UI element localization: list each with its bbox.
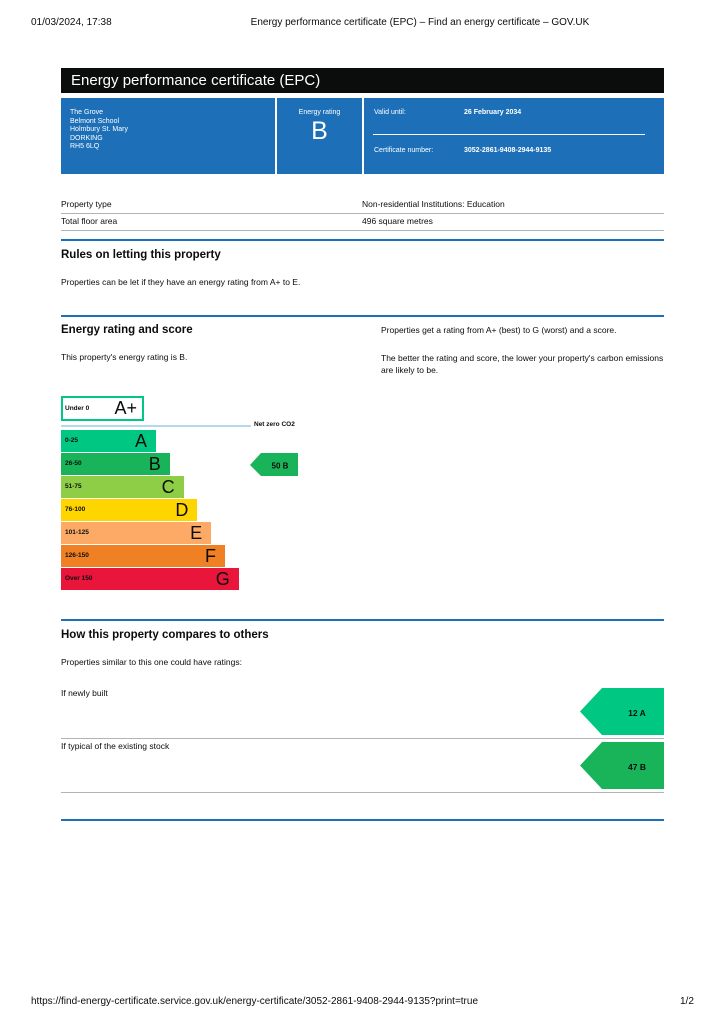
score-explanation-2: The better the rating and score, the lower your property's carbon emissions are likely to be.	[381, 353, 664, 375]
band-f	[61, 545, 225, 567]
address-line: RH5 6LQ	[70, 143, 100, 150]
floor-area-row	[61, 213, 664, 231]
band-letter: G	[215, 569, 230, 589]
compare-value: 12 A	[628, 708, 646, 718]
section-divider	[61, 619, 664, 621]
letting-text: Properties can be let if they have an energy rating from A+ to E.	[61, 277, 301, 287]
property-type-value: Non-residential Institutions: Education	[362, 199, 505, 209]
certificate-info-box	[364, 98, 664, 174]
band-range: 101-125	[65, 529, 89, 536]
section-divider	[61, 239, 664, 241]
certificate-number-value: 3052-2861-9408-2944-9135	[464, 147, 552, 154]
section-divider	[61, 819, 664, 821]
compare-divider	[61, 792, 664, 793]
band-range: Over 150	[65, 575, 93, 582]
compare-arrow	[580, 742, 664, 789]
divider	[373, 134, 645, 135]
address-box	[61, 98, 275, 174]
address-line: The Grove	[70, 109, 104, 116]
compare-rating-new	[580, 688, 664, 735]
valid-until-label: Valid until:	[374, 109, 406, 116]
net-zero-label: Net zero CO2	[254, 421, 295, 428]
band-letter: A+	[114, 398, 137, 418]
band-range: 51-75	[65, 483, 82, 490]
score-text: This property's energy rating is B.	[61, 352, 188, 362]
band-range: 26-50	[65, 460, 82, 467]
floor-area-label: Total floor area	[61, 216, 118, 226]
print-page-count: 1/2	[680, 996, 694, 1007]
compare-arrow	[580, 688, 664, 735]
page-title: Energy performance certificate (EPC)	[61, 68, 664, 93]
valid-until-value: 26 February 2034	[464, 109, 522, 116]
band-range: 76-100	[65, 506, 86, 513]
address-line: DORKING	[70, 134, 103, 142]
band-range: 0-25	[65, 437, 79, 444]
band-letter: A	[134, 431, 147, 451]
band-b	[61, 453, 170, 475]
band-letter: F	[205, 546, 216, 566]
compare-heading: How this property compares to others	[61, 629, 269, 641]
certificate-number-label: Certificate number:	[374, 147, 434, 154]
band-g	[61, 568, 239, 590]
band-a	[61, 430, 156, 452]
energy-rating-letter: B	[311, 117, 328, 145]
current-rating-text: 50 B	[271, 461, 289, 471]
band-range: 126-150	[65, 552, 89, 559]
property-type-label: Property type	[61, 199, 112, 209]
current-rating-marker	[250, 453, 300, 477]
band-e	[61, 522, 211, 544]
floor-area-value: 496 square metres	[362, 216, 433, 226]
energy-rating-box	[277, 98, 362, 174]
print-page-title: Energy performance certificate (EPC) – Find an energy certificate – GOV.UK	[250, 17, 590, 28]
address-line: Belmont School	[70, 117, 120, 125]
band-letter: E	[190, 523, 203, 543]
band-a-plus	[61, 396, 144, 421]
energy-rating-label: Energy rating	[298, 109, 341, 116]
letting-heading: Rules on letting this property	[61, 249, 221, 261]
band-d	[61, 499, 197, 521]
compare-label-typical: If typical of the existing stock	[61, 741, 170, 751]
print-url[interactable]: https://find-energy-certificate.service.gov.uk/energy-certificate/3052-2861-9408-2944-9135?print=true	[31, 996, 479, 1007]
address-line: Holmbury St. Mary	[70, 126, 128, 133]
compare-label-new: If newly built	[61, 688, 108, 698]
band-c	[61, 476, 184, 498]
score-explanation-1: Properties get a rating from A+ (best) to G (worst) and a score.	[381, 325, 617, 335]
property-type-row	[61, 196, 664, 214]
compare-value: 47 B	[628, 762, 646, 772]
print-timestamp: 01/03/2024, 17:38	[31, 17, 112, 28]
compare-divider	[61, 738, 664, 739]
band-letter: C	[161, 477, 175, 497]
band-range: Under 0	[65, 405, 90, 412]
compare-rating-typical	[580, 742, 664, 789]
section-divider	[61, 315, 664, 317]
band-letter: D	[175, 500, 189, 520]
score-heading: Energy rating and score	[61, 324, 193, 336]
compare-intro: Properties similar to this one could have ratings:	[61, 657, 242, 667]
net-zero-line	[61, 425, 251, 427]
band-letter: B	[148, 454, 161, 474]
